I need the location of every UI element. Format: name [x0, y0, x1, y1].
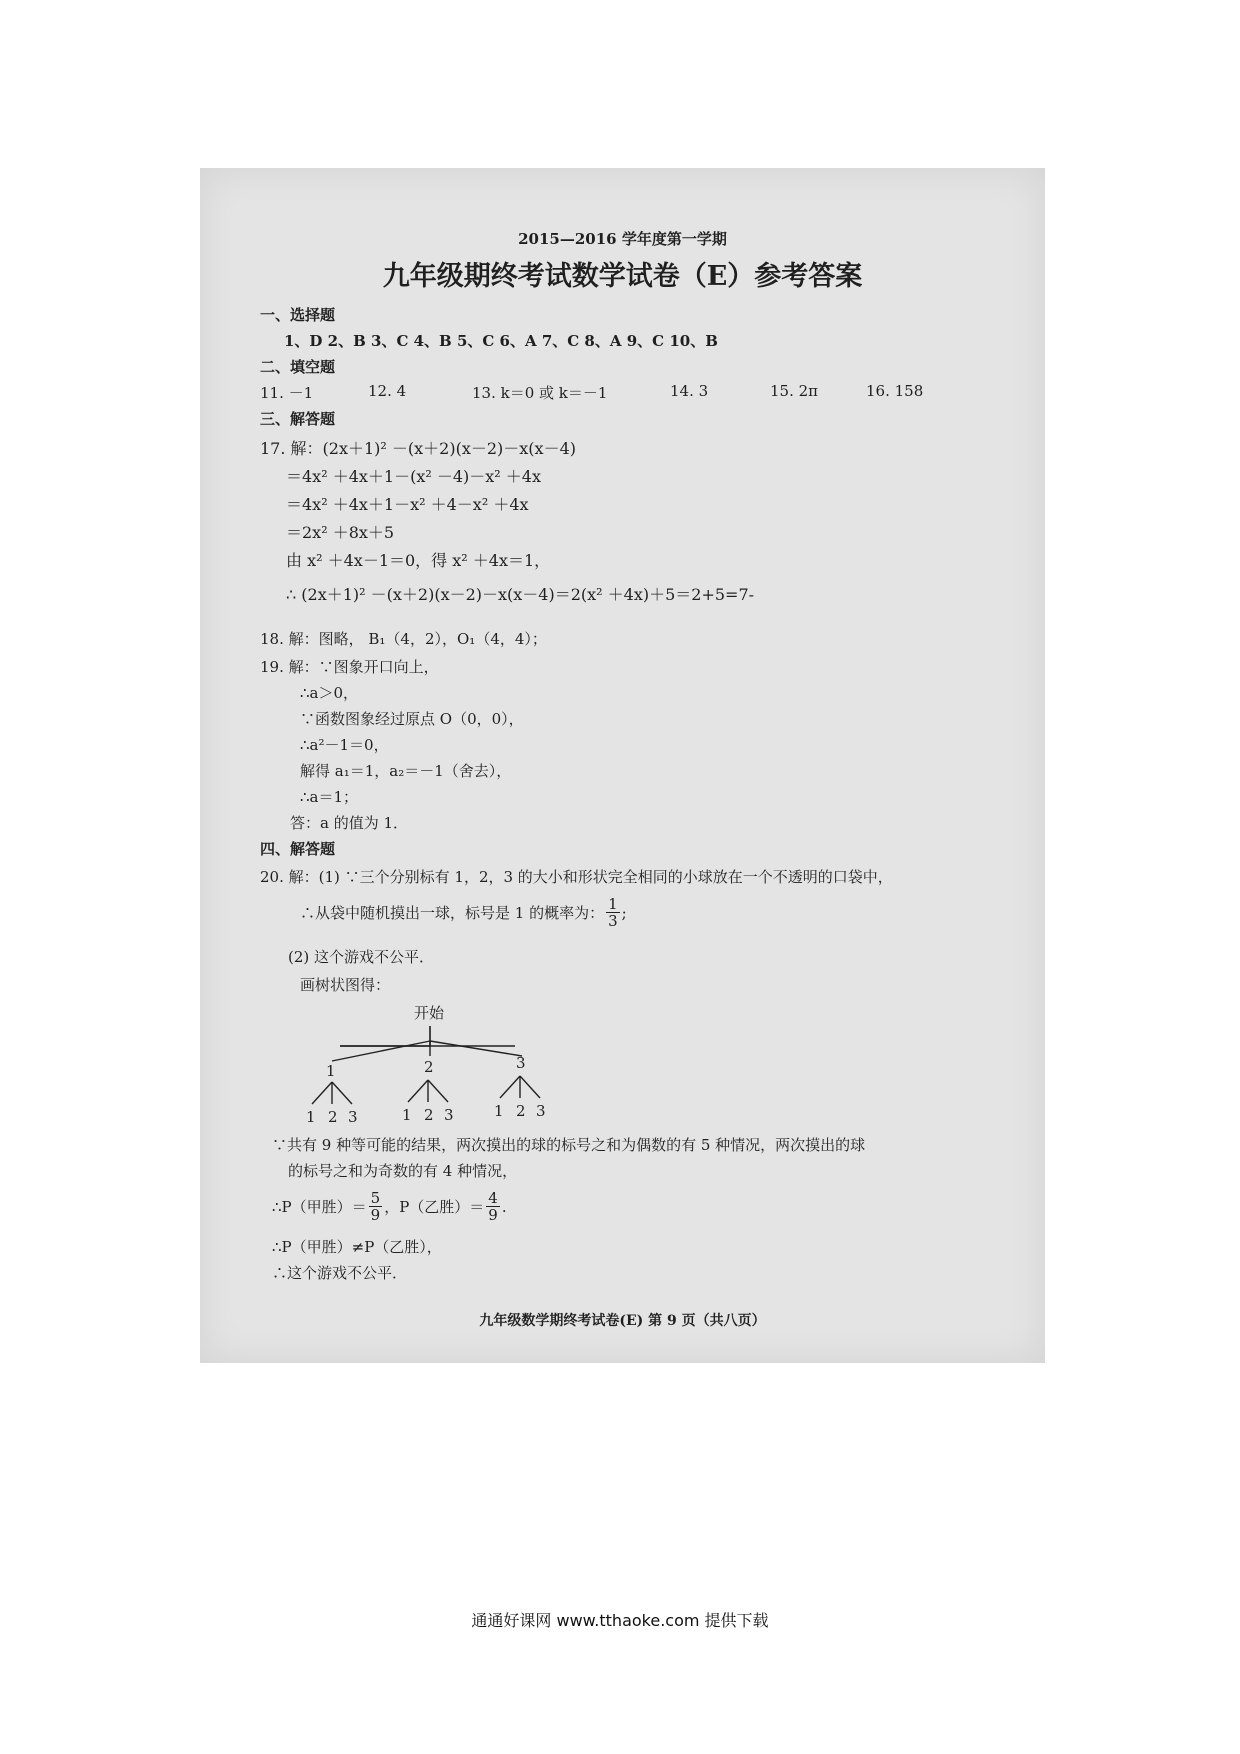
tree-diagram	[290, 996, 580, 1131]
q20-probabilities: ∴P（甲胜）＝ $\frac{5}{9}$ ，P（乙胜）＝ $\frac{4}{9}$ .	[272, 1189, 507, 1224]
tree-leaf: 2	[516, 1102, 526, 1120]
scanned-answer-sheet	[200, 168, 1045, 1363]
fill-answer-12: 12. 4	[368, 382, 407, 400]
fraction-denominator: 9	[488, 1206, 498, 1224]
tree-leaf: 2	[328, 1108, 338, 1126]
fill-answer-15: 15. 2π	[770, 382, 819, 400]
q20-line-1: 20. 解：(1) ∵三个分别标有 1，2，3 的大小和形状完全相同的小球放在一个不透明的口袋中，	[260, 868, 893, 886]
probability-jia	[369, 1190, 383, 1223]
tree-node-3: 3	[516, 1054, 526, 1072]
tree-leaf: 2	[424, 1106, 434, 1124]
choice-answers: 1、D 2、B 3、C 4、B 5、C 6、A 7、C 8、A 9、C 10、B	[284, 332, 718, 350]
q17-line-6: ∴ (2x＋1)² －(x＋2)(x－2)－x(x－4)＝2(x² ＋4x)＋5＝2+5=7-	[286, 585, 755, 604]
q20-line-4: 画树状图得：	[300, 976, 391, 994]
q19-line-7: 答：a 的值为 1．	[290, 814, 409, 832]
q19-line-4: ∴a²－1＝0，	[300, 736, 389, 754]
q20-line-9: ∴这个游戏不公平．	[272, 1264, 408, 1282]
tree-node-1: 1	[326, 1062, 336, 1080]
section-4-heading: 四、解答题	[260, 840, 336, 858]
q20-line-2: ∴从袋中随机摸出一球，标号是 1 的概率为： $\frac{1}{3}$ ;	[300, 895, 627, 930]
term-label: 2015—2016 学年度第一学期	[518, 230, 727, 248]
section-1-heading: 一、选择题	[260, 306, 336, 324]
q17-line-3: ＝4x² ＋4x＋1－x² ＋4－x² ＋4x	[286, 495, 529, 514]
q19-line-5: 解得 a₁＝1，a₂＝－1（舍去），	[300, 762, 512, 780]
page-footer: 九年级数学期终考试卷(E) 第 9 页（共八页）	[479, 1313, 766, 1329]
tree-leaf: 3	[348, 1108, 358, 1126]
tree-edge-1	[332, 1041, 430, 1061]
tree-leaf: 3	[444, 1106, 454, 1124]
q20-line-2-text: ∴从袋中随机摸出一球，标号是 1 的概率为：	[300, 904, 605, 922]
q19-line-3: ∵函数图象经过原点 O（0，0），	[300, 710, 524, 728]
fraction-denominator: 3	[608, 912, 618, 930]
q19-line-6: ∴a＝1；	[300, 788, 359, 806]
q20-line-3: (2) 这个游戏不公平．	[288, 948, 435, 966]
p-jia-label: ∴P（甲胜）＝	[272, 1198, 367, 1216]
fraction-numerator: 5	[370, 1189, 381, 1207]
section-2-heading: 二、填空题	[260, 358, 336, 376]
tree-leaf: 1	[494, 1102, 504, 1120]
q17-line-5: 由 x² ＋4x－1＝0，得 x² ＋4x＝1，	[286, 551, 551, 570]
q20-line-5: ∵共有 9 种等可能的结果，两次摸出的球的标号之和为偶数的有 5 种情况，两次摸出的球	[272, 1136, 866, 1154]
tree-edge-3	[430, 1041, 522, 1056]
probability-one-third	[606, 896, 620, 929]
tree-root-label: 开始	[414, 1004, 445, 1022]
q20-line-6: 的标号之和为奇数的有 4 种情况，	[288, 1162, 518, 1180]
tree-node-2: 2	[424, 1058, 434, 1076]
fill-answer-14: 14. 3	[670, 382, 709, 400]
fill-answer-11: 11. －1	[260, 384, 314, 402]
tree-leaf: 1	[402, 1106, 412, 1124]
q18-line-1: 18. 解：图略， B₁（4，2），O₁（4，4）；	[260, 630, 547, 648]
q17-line-1: 17. 解：(2x＋1)² －(x＋2)(x－2)－x(x－4)	[260, 439, 576, 458]
p-yi-label: ，P（乙胜）＝	[384, 1198, 485, 1216]
page-title: 九年级期终考试数学试卷（E）参考答案	[382, 261, 863, 292]
fill-answer-16: 16. 158	[866, 382, 924, 400]
tree-leaf: 3	[536, 1102, 546, 1120]
q19-line-2: ∴a＞0，	[300, 684, 359, 702]
fill-answer-13: 13. k＝0 或 k＝－1	[472, 384, 608, 402]
probability-yi	[486, 1190, 500, 1223]
tree-leaf: 1	[306, 1108, 316, 1126]
q19-line-1: 19. 解：∵图象开口向上，	[260, 658, 439, 676]
site-credit: 通通好课网 www.tthaoke.com 提供下载	[471, 1611, 769, 1630]
fraction-numerator: 4	[488, 1189, 498, 1207]
section-3-heading: 三、解答题	[260, 410, 336, 428]
q20-line-8: ∴P（甲胜）≠P（乙胜），	[272, 1238, 442, 1256]
fraction-numerator: 1	[608, 895, 618, 913]
fraction-denominator: 9	[370, 1206, 381, 1224]
q17-line-2: ＝4x² ＋4x＋1－(x² －4)－x² ＋4x	[286, 467, 542, 486]
q17-line-4: ＝2x² ＋8x＋5	[286, 523, 395, 542]
